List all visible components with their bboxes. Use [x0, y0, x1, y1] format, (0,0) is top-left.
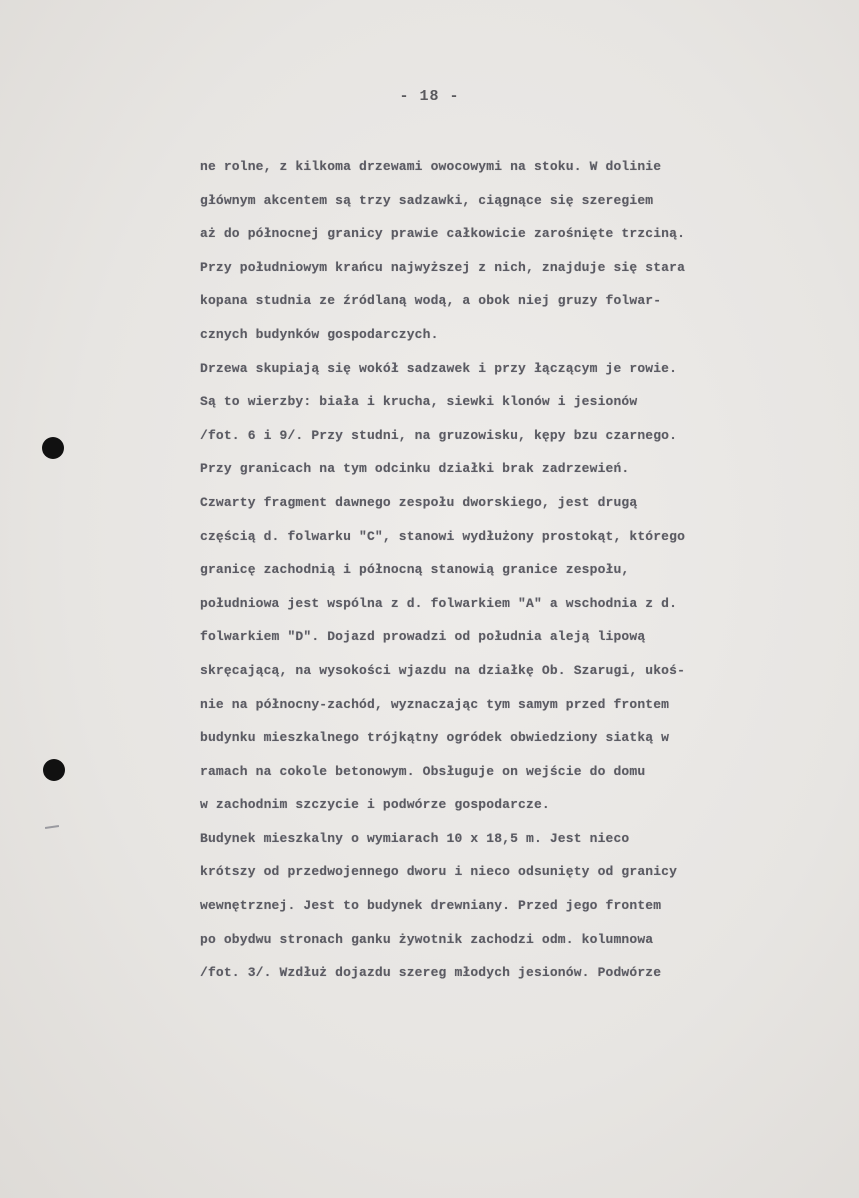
- text-line: /fot. 6 i 9/. Przy studni, na gruzowisku, kępy bzu czarnego.: [200, 427, 678, 443]
- pencil-mark: [45, 825, 59, 829]
- text-line: Drzewa skupiają się wokół sadzawek i przy łączącym je rowie.: [200, 360, 678, 376]
- punch-hole: [42, 437, 64, 459]
- text-line: ramach na cokole betonowym. Obsługuje on wejście do domu: [200, 763, 646, 779]
- text-line: Budynek mieszkalny o wymiarach 10 x 18,5 m. Jest nieco: [200, 830, 630, 846]
- text-line: Są to wierzby: biała i krucha, siewki klonów i jesionów: [200, 394, 638, 410]
- text-line: /fot. 3/. Wzdłuż dojazdu szereg młodych jesionów. Podwórze: [200, 965, 662, 981]
- text-line: folwarkiem "D". Dojazd prowadzi od południa aleją lipową: [200, 629, 646, 645]
- text-line: południowa jest wspólna z d. folwarkiem "A" a wschodnia z d.: [200, 595, 678, 611]
- text-line: aż do północnej granicy prawie całkowicie zarośnięte trzciną.: [200, 226, 686, 242]
- text-line: nie na północny-zachód, wyznaczając tym samym przed frontem: [200, 696, 670, 712]
- text-line: cznych budynków gospodarczych.: [200, 326, 439, 342]
- page-number: - 18 -: [399, 88, 460, 105]
- text-line: ne rolne, z kilkoma drzewami owocowymi na stoku. W dolinie: [200, 159, 662, 174]
- text-line: w zachodnim szczycie i podwórze gospodarcze.: [200, 797, 550, 813]
- text-line: krótszy od przedwojennego dworu i nieco odsunięty od granicy: [200, 864, 678, 880]
- text-line: Czwarty fragment dawnego zespołu dworskiego, jest drugą: [200, 494, 638, 510]
- text-line: kopana studnia ze źródlaną wodą, a obok niej gruzy folwar-: [200, 293, 662, 309]
- text-line: budynku mieszkalnego trójkątny ogródek obwiedziony siatką w: [200, 730, 670, 746]
- punch-hole: [43, 759, 65, 781]
- text-line: częścią d. folwarku "C", stanowi wydłużony prostokąt, którego: [200, 528, 686, 544]
- text-line: po obydwu stronach ganku żywotnik zachodzi odm. kolumnowa: [200, 931, 654, 947]
- text-line: skręcającą, na wysokości wjazdu na działkę Ob. Szarugi, ukoś-: [200, 662, 686, 678]
- text-line: granicę zachodnią i północną stanowią granice zespołu,: [200, 562, 630, 578]
- text-line: wewnętrznej. Jest to budynek drewniany. Przed jego frontem: [200, 898, 662, 914]
- text-line: głównym akcentem są trzy sadzawki, ciągnące się szeregiem: [200, 192, 654, 208]
- body-text: [200, 150, 840, 990]
- text-line: Przy granicach na tym odcinku działki brak zadrzewień.: [200, 461, 630, 477]
- text-line: Przy południowym krańcu najwyższej z nich, znajduje się stara: [200, 259, 686, 275]
